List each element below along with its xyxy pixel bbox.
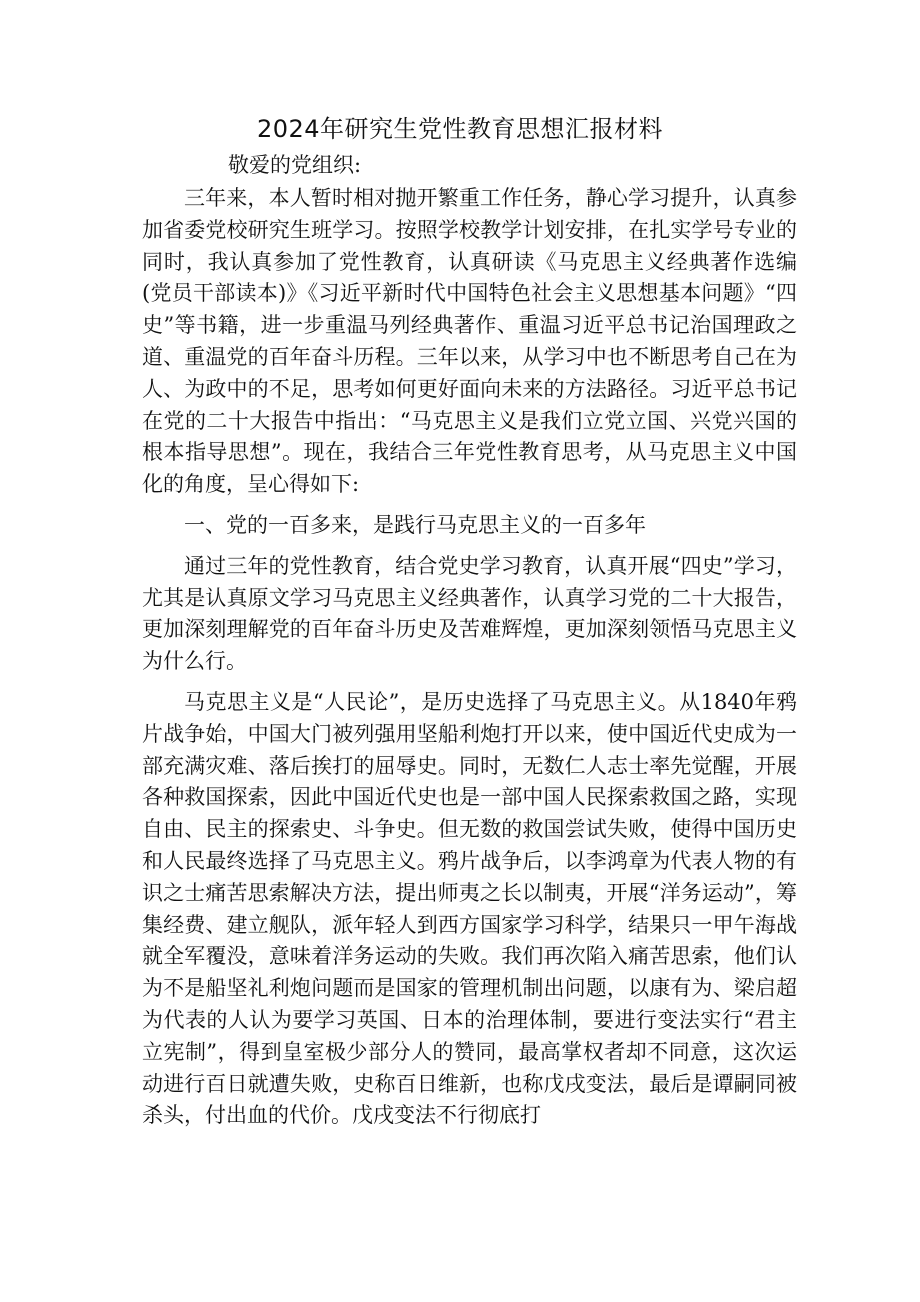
section-heading-1: 一、党的一百多来，是践行马克思主义的一百多年 [184, 512, 646, 537]
paragraph-study: 通过三年的党性教育，结合党史学习教育，认真开展“四史”学习，尤其是认真原文学习马克思主义经典著作，认真学习党的二十大报告，更加深刻理解党的百年奋斗历史及苦难辉煌，更加深刻领悟马克思主义为什么行。 [142, 553, 797, 674]
document-body [142, 183, 797, 1132]
paragraph-history: 马克思主义是“人民论”，是历史选择了马克思主义。从1840年鸦片战争始，中国大门被列强用坚船利炮打开以来，使中国近代史成为一部充满灾难、落后挨打的屈辱史。同时，无数仁人志士率先觉醒，开展各种救国探索，因此中国近代史也是一部中国人民探索救国之路，实现自由、民主的探索史、斗争史。但无数的救国尝试失败，使得中国历史和人民最终选择了马克思主义。鸦片战争后，以李鸿章为代表人物的有识之士痛苦思索解决方法，提出师夷之长以制夷，开展“洋务运动”，筹集经费、建立舰队，派年轻人到西方国家学习科学，结果只一甲午海战就全军覆没，意味着洋务运动的失败。我们再次陷入痛苦思索，他们认为不是船坚礼利炮问题而是国家的管理机制出问题，以康有为、梁启超为代表的人认为要学习英国、日本的治理体制，要进行变法实行“君主立宪制”，得到皇室极少部分人的赞同，最高掌权者却不同意，这次运动进行百日就遭失败，史称百日维新，也称戊戌变法，最后是谭嗣同被杀头，付出血的代价。戊戌变法不行彻底打 [142, 689, 797, 1128]
document-title: 2024年研究生党性教育思想汇报材料 [256, 115, 664, 143]
salutation: 敬爱的党组织: [228, 153, 362, 177]
paragraph-intro: 三年来，本人暂时相对抛开繁重工作任务，静心学习提升，认真参加省委党校研究生班学习。按照学校教学计划安排，在扎实学号专业的同时，我认真参加了党性教育，认真研读《马克思主义经典著作选编(党员干部读本)》《习近平新时代中国特色社会主义思想基本问题》“四史”等书籍，进一步重温马列经典著作、重温习近平总书记治国理政之道、重温党的百年奋斗历程。三年以来，从学习中也不断思考自己在为人、为政中的不足，思考如何更好面向未来的方法路径。习近平总书记在党的二十大报告中指出：“马克思主义是我们立党立国、兴党兴国的根本指导思想”。现在，我结合三年党性教育思考，从马克思主义中国化的角度，呈心得如下: [142, 186, 797, 497]
